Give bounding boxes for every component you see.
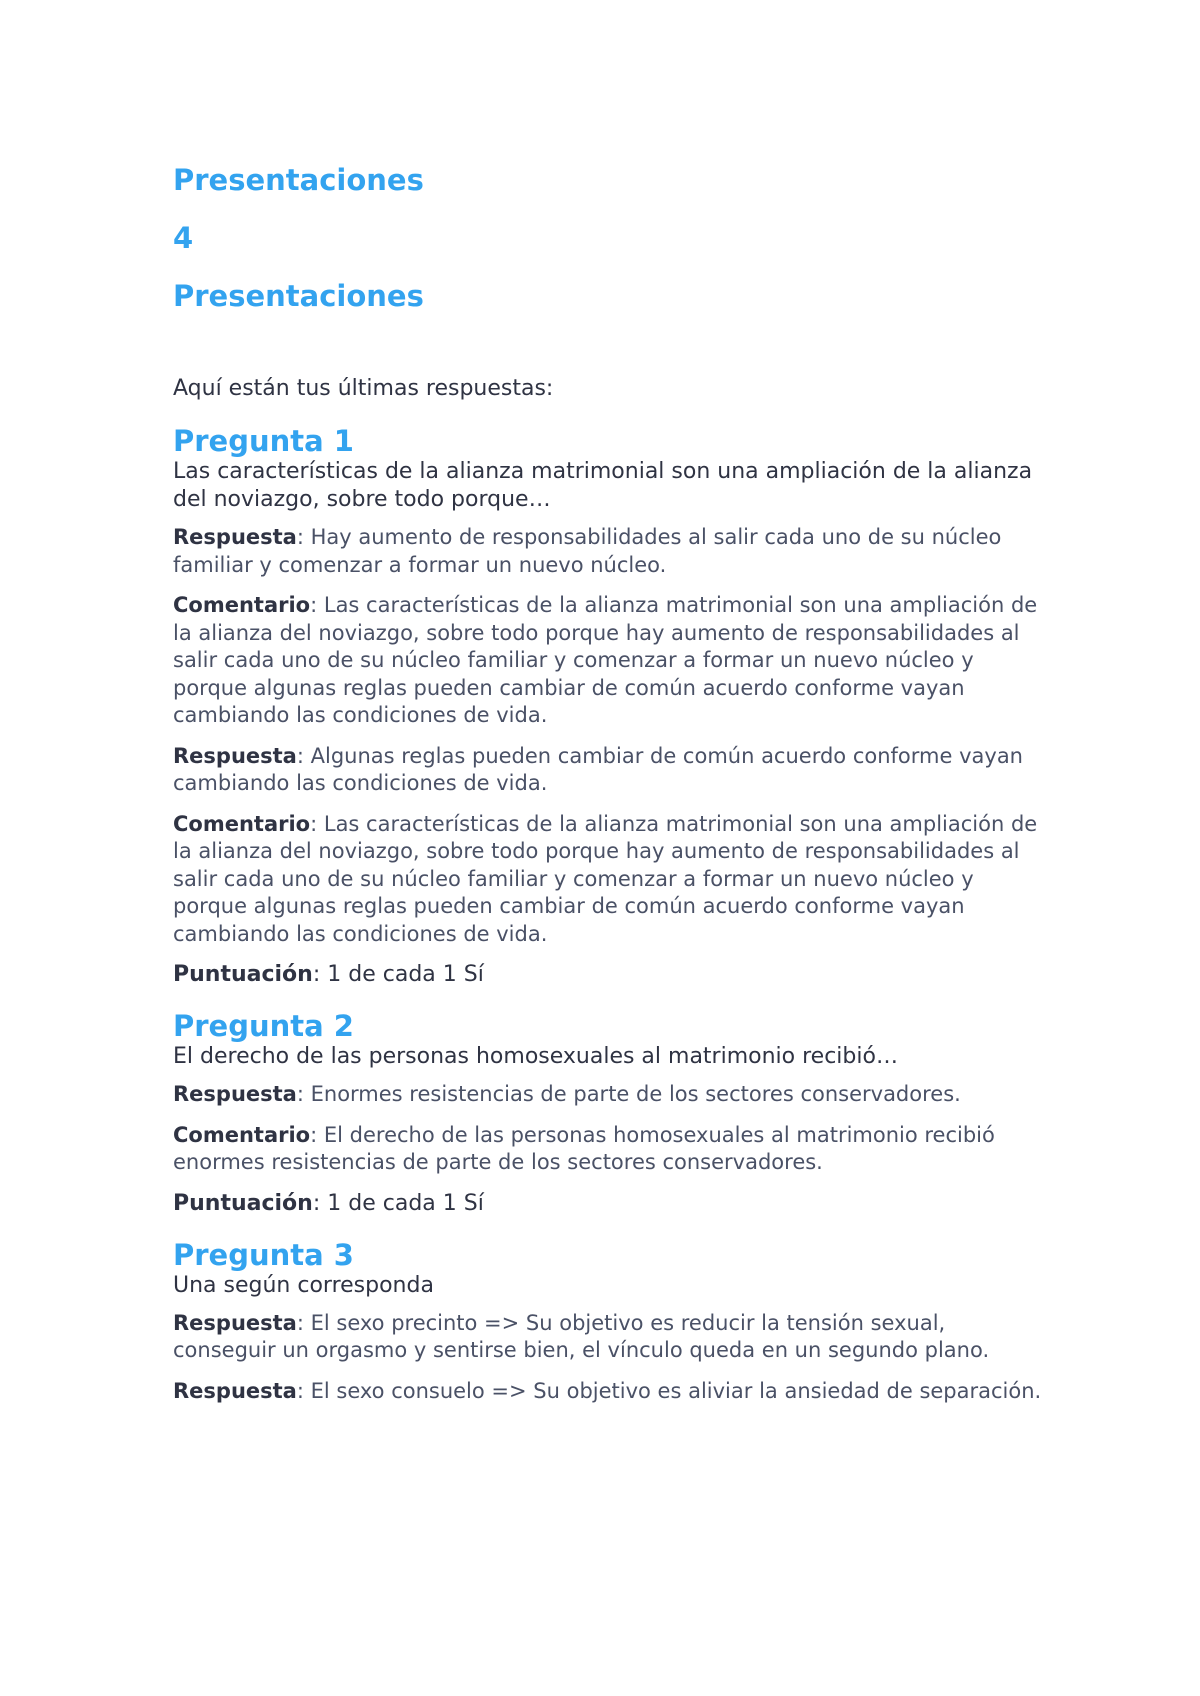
comment-entry xyxy=(173,811,1043,949)
answer-entry xyxy=(173,1081,1043,1109)
question-text: Las características de la alianza matrimonial son una ampliación de la alianza del noviazgo, sobre todo porque… xyxy=(173,459,1033,512)
entry-value: Las características de la alianza matrimonial son una ampliación de la alianza del noviazgo, sobre todo porque hay aumento de responsabilidades al salir cada uno de su núcleo familiar y comenzar a formar un nuevo núcleo y porque algunas reglas pueden cambiar de común acuerdo conforme vayan cambiando las condiciones de vida. xyxy=(173,811,1038,946)
question-text: Una según corresponda xyxy=(173,1272,434,1298)
score-value: 1 de cada 1 Sí xyxy=(320,1190,484,1216)
score-line xyxy=(173,961,1043,989)
entry-label: Respuesta xyxy=(173,1378,297,1403)
entry-value: Las características de la alianza matrimonial son una ampliación de la alianza del noviazgo, sobre todo porque hay aumento de responsabilidades al salir cada uno de su núcleo familiar y comenzar a formar un nuevo núcleo y porque algunas reglas pueden cambiar de común acuerdo conforme vayan cambiando las condiciones de vida. xyxy=(173,593,1038,727)
entry-separator: : xyxy=(296,1378,304,1403)
question-3 xyxy=(173,1238,1043,1406)
entry-value: El sexo precinto => Su objetivo es reducir la tensión sexual, conseguir un orgasmo y sentirse bien, el vínculo queda en un segundo plano. xyxy=(173,1310,990,1362)
score-label: Puntuación xyxy=(173,962,313,987)
entry-separator: : xyxy=(296,525,304,549)
question-1 xyxy=(173,424,1043,989)
answer-entry xyxy=(173,524,1043,579)
entry-label: Respuesta xyxy=(173,1082,297,1106)
document-page xyxy=(173,160,1043,1418)
answer-entry xyxy=(173,1310,1043,1365)
entry-separator: : xyxy=(310,1122,318,1147)
entry-value: Enormes resistencias de parte de los sectores conservadores. xyxy=(303,1082,961,1106)
entry-value: El derecho de las personas homosexuales al matrimonio recibió enormes resistencias de parte de los sectores conservadores. xyxy=(173,1122,995,1174)
section-subtitle: Presentaciones xyxy=(173,279,424,313)
question-title: Pregunta 1 xyxy=(173,424,354,458)
comment-entry xyxy=(173,1122,1043,1177)
answer-entry xyxy=(173,743,1043,798)
score-line xyxy=(173,1190,1043,1218)
entry-label: Comentario xyxy=(173,593,311,617)
entry-separator: : xyxy=(312,962,321,987)
question-title: Pregunta 2 xyxy=(173,1009,354,1043)
entry-separator: : xyxy=(310,593,318,617)
score-label: Puntuación xyxy=(173,1190,313,1216)
entry-value: Algunas reglas pueden cambiar de común acuerdo conforme vayan cambiando las condiciones de vida. xyxy=(173,743,1023,795)
comment-entry xyxy=(173,592,1043,730)
question-title: Pregunta 3 xyxy=(173,1237,354,1272)
section-number: 4 xyxy=(173,221,194,255)
intro-text: Aquí están tus últimas respuestas: xyxy=(173,376,554,401)
entry-separator: : xyxy=(312,1190,321,1216)
question-2 xyxy=(173,1009,1043,1218)
entry-label: Respuesta xyxy=(173,1310,297,1335)
entry-separator: : xyxy=(296,743,304,768)
entry-label: Comentario xyxy=(173,1122,311,1147)
section-title: Presentaciones xyxy=(173,163,424,197)
entry-separator: : xyxy=(296,1082,304,1106)
entry-value: El sexo consuelo => Su objetivo es aliviar la ansiedad de separación. xyxy=(303,1378,1042,1403)
entry-label: Respuesta xyxy=(173,743,297,768)
question-text: El derecho de las personas homosexuales al matrimonio recibió… xyxy=(173,1044,898,1069)
entry-label: Respuesta xyxy=(173,525,297,549)
entry-separator: : xyxy=(296,1310,304,1335)
entry-label: Comentario xyxy=(173,811,311,836)
answer-entry xyxy=(173,1378,1043,1406)
score-value: 1 de cada 1 Sí xyxy=(320,962,484,987)
entry-separator: : xyxy=(310,811,318,836)
entry-value: Hay aumento de responsabilidades al salir cada uno de su núcleo familiar y comenzar a formar un nuevo núcleo. xyxy=(173,525,1002,577)
